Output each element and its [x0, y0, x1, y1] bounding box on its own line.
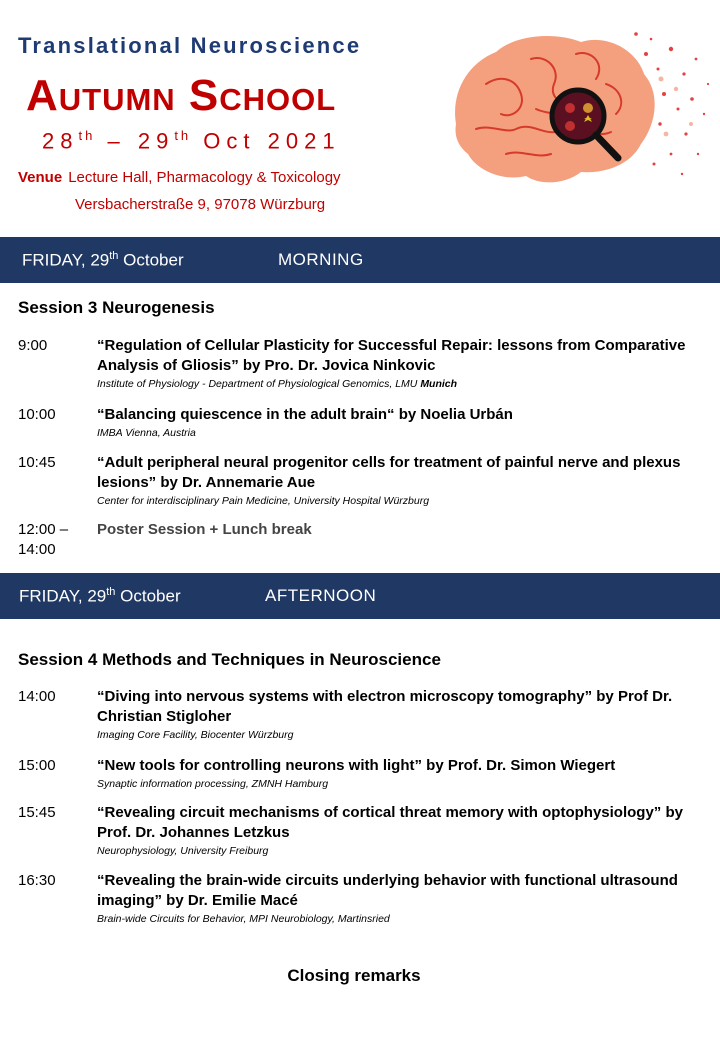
- talk-affiliation: [97, 376, 707, 392]
- talk-item: [18, 405, 708, 445]
- date-day2: 29: [137, 128, 175, 154]
- afternoon-band: [0, 573, 720, 619]
- talk-time: 15:00: [18, 757, 56, 774]
- morning-day-suffix: October: [118, 250, 184, 270]
- morning-day: [22, 250, 184, 271]
- talk-affiliation-city: Munich: [420, 378, 458, 390]
- afternoon-label: AFTERNOON: [265, 586, 377, 605]
- talk-affiliation: IMBA Vienna, Austria: [97, 427, 196, 439]
- talk-affiliation: Neurophysiology, University Freiburg: [97, 845, 269, 857]
- venue-label: Venue: [18, 169, 63, 186]
- event-title: Autumn School: [26, 71, 337, 120]
- break-time-start: 12:00 –: [18, 521, 69, 538]
- talk-time: 9:00: [18, 337, 48, 354]
- session-3-title: Session 3 Neurogenesis: [18, 298, 215, 317]
- talk-item: [18, 871, 708, 929]
- event-kicker: Translational Neuroscience: [18, 33, 362, 58]
- talk-item: [18, 756, 708, 796]
- break-label: Poster Session + Lunch break: [97, 521, 312, 538]
- talk-time: 10:00: [18, 406, 56, 423]
- talk-item: [18, 453, 708, 511]
- date-sup2: th: [174, 128, 192, 143]
- talk-title: “Adult peripheral neural progenitor cells for treatment of painful nerve and plexus lesions” by Dr. Annemarie Aue: [97, 454, 681, 491]
- morning-label: MORNING: [278, 250, 364, 269]
- venue-name: Lecture Hall, Pharmacology & Toxicology: [68, 169, 341, 186]
- morning-band: [0, 237, 720, 283]
- header: [0, 0, 720, 236]
- talk-time: 10:45: [18, 454, 56, 471]
- venue-line-1: [18, 169, 341, 186]
- date-dash: –: [107, 128, 126, 154]
- afternoon-day-suffix: October: [115, 586, 181, 606]
- talk-affiliation-text: Institute of Physiology - Department of Physiological Genomics, LMU: [97, 378, 421, 390]
- talk-affiliation: Brain-wide Circuits for Behavior, MPI Neurobiology, Martinsried: [97, 913, 390, 925]
- date-rest: Oct 2021: [203, 128, 341, 154]
- afternoon-day-prefix: FRIDAY, 29: [19, 586, 107, 606]
- session-4-title: Session 4 Methods and Techniques in Neuroscience: [18, 650, 441, 669]
- talk-time: 16:30: [18, 872, 56, 889]
- date-day1: 28: [42, 128, 79, 154]
- date-sup1: th: [78, 128, 96, 143]
- closing-remarks: Closing remarks: [287, 966, 421, 985]
- break-time-end: 14:00: [18, 541, 56, 558]
- talk-title: “Diving into nervous systems with electron microscopy tomography” by Prof Dr. Christian Stigloher: [97, 688, 673, 725]
- talk-title: “Regulation of Cellular Plasticity for Successful Repair: lessons from Comparative Analysis of Gliosis” by Pro. Dr. Jovica Ninkovic: [97, 337, 686, 374]
- talk-item: [18, 803, 708, 861]
- event-dates: [42, 128, 341, 154]
- talk-time: 15:45: [18, 804, 56, 821]
- talk-affiliation: Synaptic information processing, ZMNH Hamburg: [97, 778, 329, 790]
- lunch-break-item: [18, 520, 708, 564]
- talk-title: “New tools for controlling neurons with light” by Prof. Dr. Simon Wiegert: [97, 757, 616, 774]
- talk-item: [18, 336, 708, 394]
- talk-time: 14:00: [18, 688, 56, 705]
- talk-title: “Balancing quiescence in the adult brain“ by Noelia Urbán: [97, 406, 513, 423]
- break-time: [18, 520, 88, 560]
- talk-item: [18, 687, 708, 745]
- afternoon-day-sup: th: [106, 586, 116, 598]
- brain-magnifier-icon: [446, 14, 716, 224]
- talk-affiliation: Imaging Core Facility, Biocenter Würzburg: [97, 729, 294, 741]
- afternoon-day: [19, 586, 181, 607]
- talk-title: “Revealing the brain-wide circuits underlying behavior with functional ultrasound imaging” by Dr. Emilie Macé: [97, 872, 678, 909]
- talk-title: “Revealing circuit mechanisms of cortical threat memory with optophysiology” by Prof. Dr. Johannes Letzkus: [97, 804, 683, 841]
- venue-line-2: Versbacherstraße 9, 97078 Würzburg: [75, 196, 326, 213]
- talk-affiliation: Center for interdisciplinary Pain Medicine, University Hospital Würzburg: [97, 495, 430, 507]
- morning-day-sup: th: [109, 250, 119, 262]
- morning-day-prefix: FRIDAY, 29: [22, 250, 110, 270]
